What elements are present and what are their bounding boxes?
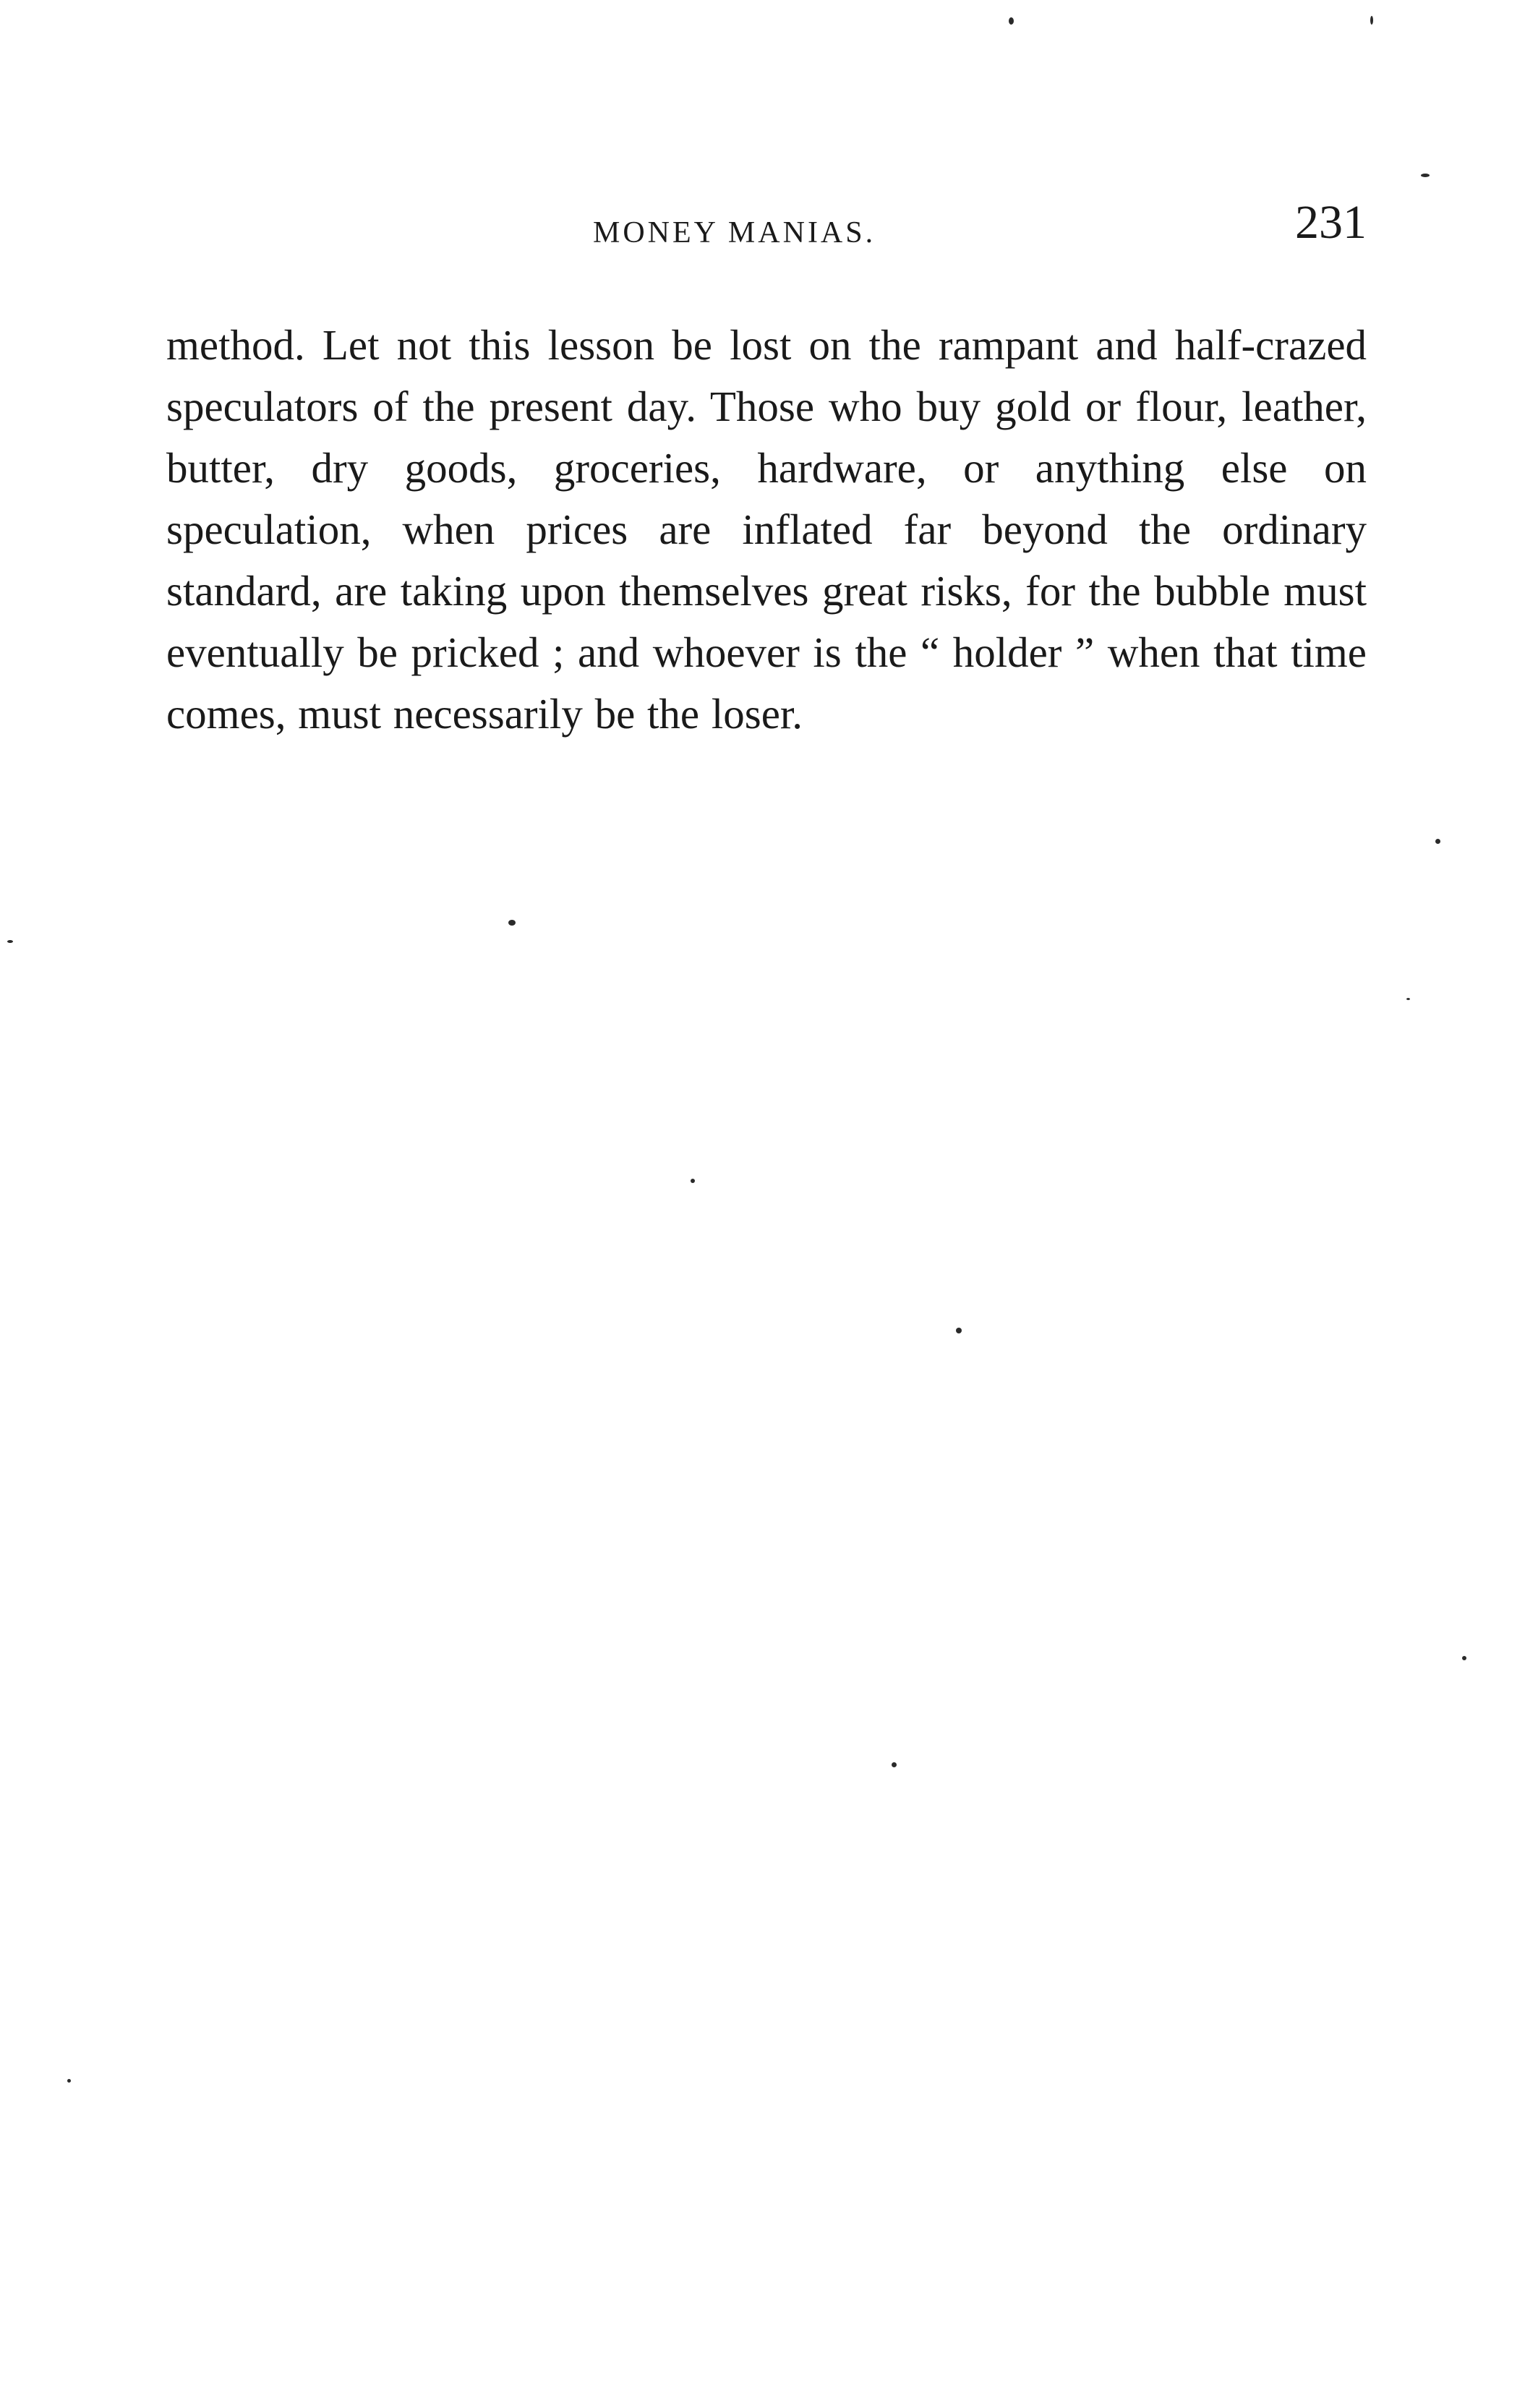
scan-speck — [892, 1762, 897, 1767]
scan-speck — [7, 940, 13, 943]
body-paragraph: method. Let not this lesson be lost on the rampant and half-crazed speculators of the present day. Those who buy gold or flour, leather, butter, dry goods, groceries, hardware, or anything else on speculation, when prices are inflated far beyond the ordinary standard, are taking upon themselves great risks, for the bubble must eventually be pricked ; and whoever is the “ holder ” when that time comes, must necessarily be the loser. — [166, 321, 1367, 738]
scan-speck — [67, 2079, 71, 2083]
scan-speck — [1406, 998, 1410, 1000]
scan-speck — [1009, 17, 1014, 25]
scan-speck — [1435, 839, 1440, 844]
scan-speck — [956, 1328, 962, 1333]
scan-speck — [1462, 1656, 1466, 1660]
scan-speck — [1370, 16, 1373, 25]
scan-speck — [1421, 174, 1430, 177]
scan-speck — [691, 1179, 695, 1183]
page-number: 231 — [1295, 196, 1367, 249]
running-title: MONEY MANIAS. — [593, 216, 876, 249]
scan-speck — [508, 920, 516, 926]
running-head — [166, 195, 1367, 260]
